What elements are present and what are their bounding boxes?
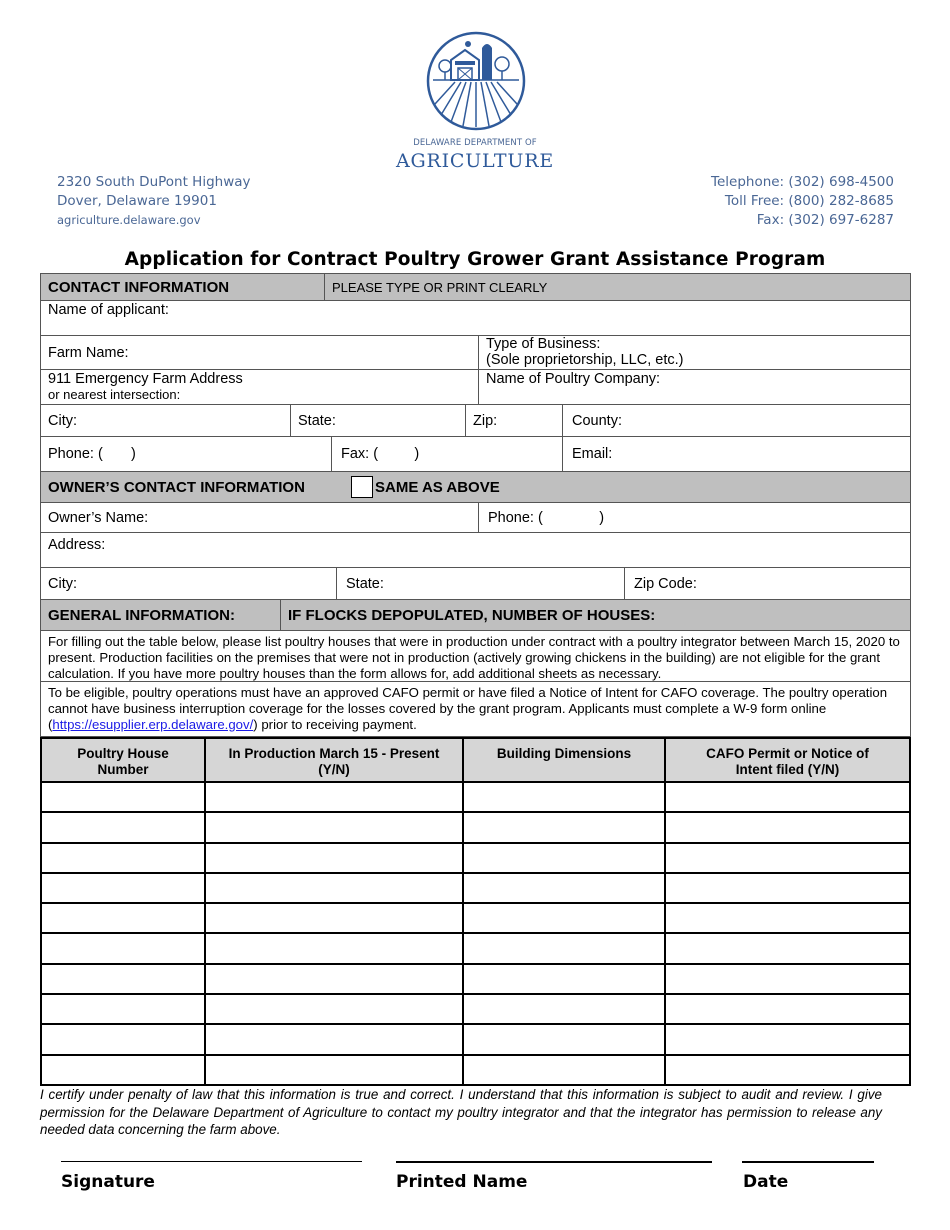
house-number-cell[interactable]	[41, 812, 205, 842]
col-cafo-permit: CAFO Permit or Notice of Intent filed (Y/N)	[665, 738, 910, 782]
building-dimensions-cell[interactable]	[463, 812, 665, 842]
cafo-permit-cell[interactable]	[665, 782, 910, 812]
address-line-2: Dover, Delaware 19901	[57, 193, 217, 209]
building-dimensions-cell[interactable]	[463, 933, 665, 963]
eligibility-text-end: ) prior to receiving payment.	[253, 717, 417, 732]
business-type-label: Type of Business:	[486, 336, 601, 352]
house-number-cell[interactable]	[41, 843, 205, 873]
table-row	[41, 994, 910, 1024]
in-production-cell[interactable]	[205, 994, 463, 1024]
building-dimensions-cell[interactable]	[463, 1055, 665, 1085]
owner-city-field[interactable]: City:	[48, 575, 77, 592]
cafo-permit-cell[interactable]	[665, 933, 910, 963]
cafo-permit-cell[interactable]	[665, 1024, 910, 1054]
agency-website[interactable]: agriculture.delaware.gov	[57, 213, 201, 227]
printed-name-label: Printed Name	[396, 1172, 528, 1192]
table-row	[41, 964, 910, 994]
building-dimensions-cell[interactable]	[463, 964, 665, 994]
building-dimensions-cell[interactable]	[463, 843, 665, 873]
farm-address-label: 911 Emergency Farm Address	[48, 371, 243, 387]
farm-address-hint: or nearest intersection:	[48, 387, 181, 402]
col-building-dimensions: Building Dimensions	[463, 738, 665, 782]
printed-name-line[interactable]	[396, 1161, 712, 1163]
house-number-cell[interactable]	[41, 873, 205, 903]
house-number-cell[interactable]	[41, 903, 205, 933]
in-production-cell[interactable]	[205, 1024, 463, 1054]
table-header-row	[41, 738, 910, 782]
dept-line: DELAWARE DEPARTMENT OF	[413, 138, 537, 148]
in-production-cell[interactable]	[205, 873, 463, 903]
fax-field[interactable]: Fax: ( )	[331, 437, 562, 471]
owner-header: OWNER’S CONTACT INFORMATION	[48, 478, 305, 496]
address-line-1: 2320 South DuPont Highway	[57, 174, 251, 190]
building-dimensions-cell[interactable]	[463, 994, 665, 1024]
owner-zip-field[interactable]: Zip Code:	[624, 568, 910, 599]
in-production-cell[interactable]	[205, 933, 463, 963]
form-title: Application for Contract Poultry Grower Grant Assistance Program	[124, 249, 826, 270]
in-production-cell[interactable]	[205, 812, 463, 842]
toll-free: Toll Free: (800) 282-8685	[724, 193, 894, 209]
house-number-cell[interactable]	[41, 964, 205, 994]
owner-address-row[interactable]	[40, 533, 911, 568]
contact-header: CONTACT INFORMATION	[48, 278, 230, 296]
table-row	[41, 843, 910, 873]
flocks-houses-field[interactable]: IF FLOCKS DEPOPULATED, NUMBER OF HOUSES:	[280, 600, 910, 630]
agency-name: AGRICULTURE	[396, 150, 554, 172]
same-as-above-checkbox[interactable]	[351, 476, 373, 498]
farm-name-field[interactable]: Farm Name:	[48, 344, 129, 361]
phone-field[interactable]: Phone: ( )	[48, 446, 136, 462]
print-clearly-note: PLEASE TYPE OR PRINT CLEARLY	[324, 274, 910, 300]
fax-number: Fax: (302) 697-6287	[756, 212, 894, 228]
cafo-permit-cell[interactable]	[665, 873, 910, 903]
house-number-cell[interactable]	[41, 994, 205, 1024]
table-row	[41, 812, 910, 842]
table-row	[41, 1055, 910, 1085]
same-as-above-label: SAME AS ABOVE	[375, 478, 500, 496]
owner-address-field[interactable]: Address:	[48, 537, 106, 553]
in-production-cell[interactable]	[205, 903, 463, 933]
poultry-company-field[interactable]: Name of Poultry Company:	[478, 370, 910, 404]
city-field[interactable]: City:	[48, 412, 77, 429]
house-number-cell[interactable]	[41, 782, 205, 812]
general-header-row	[40, 600, 911, 631]
agency-address	[57, 173, 251, 230]
owner-header-row	[40, 472, 911, 503]
agriculture-seal-logo	[425, 30, 527, 132]
phone-row	[40, 437, 911, 472]
owner-name-field[interactable]: Owner’s Name:	[48, 509, 149, 526]
building-dimensions-cell[interactable]	[463, 873, 665, 903]
telephone: Telephone: (302) 698-4500	[711, 174, 894, 190]
state-field[interactable]: State:	[290, 405, 465, 436]
applicant-name-field[interactable]: Name of applicant:	[48, 302, 169, 318]
owner-phone-field[interactable]: Phone: ( )	[478, 503, 910, 532]
zip-field[interactable]: Zip:	[465, 405, 562, 436]
signature-label: Signature	[61, 1172, 155, 1192]
table-row	[41, 933, 910, 963]
cafo-permit-cell[interactable]	[665, 994, 910, 1024]
applicant-name-row[interactable]	[40, 301, 911, 336]
contact-header-row	[40, 273, 911, 301]
eligibility-paragraph	[40, 682, 911, 737]
farm-row	[40, 336, 911, 370]
general-header: GENERAL INFORMATION:	[48, 606, 235, 624]
building-dimensions-cell[interactable]	[463, 903, 665, 933]
owner-state-field[interactable]: State:	[336, 568, 624, 599]
house-number-cell[interactable]	[41, 1055, 205, 1085]
cafo-permit-cell[interactable]	[665, 1055, 910, 1085]
table-row	[41, 903, 910, 933]
instructions-paragraph: For filling out the table below, please list poultry houses that were in production under contract with a poultry integrator between March 15, 2020 to present. Production facilities on the premises that were not in production (actively growing chickens in the building) are not eligible for the grant calculation. If you have more poultry houses than the form allows for, add additional sheets as necessary.	[40, 631, 911, 682]
signature-line[interactable]	[61, 1161, 362, 1162]
owner-name-row	[40, 503, 911, 533]
table-row	[41, 873, 910, 903]
city-row	[40, 405, 911, 437]
farm-address-field[interactable]	[41, 370, 478, 404]
cafo-permit-cell[interactable]	[665, 812, 910, 842]
farm-address-row	[40, 370, 911, 405]
cafo-permit-cell[interactable]	[665, 964, 910, 994]
business-type-hint: (Sole proprietorship, LLC, etc.)	[486, 352, 684, 368]
email-field[interactable]: Email:	[562, 437, 910, 471]
eligibility-text: To be eligible, poultry operations must have an approved CAFO permit or have filed a Notice of Intent for CAFO coverage. The poultry operation cannot have business interruption coverage for the losses covered by the grant program. Applicants must complete a W-9 form online (	[48, 685, 888, 732]
cafo-permit-cell[interactable]	[665, 903, 910, 933]
in-production-cell[interactable]	[205, 843, 463, 873]
house-number-cell[interactable]	[41, 933, 205, 963]
esupplier-link[interactable]: https://esupplier.erp.delaware.gov/	[52, 717, 254, 732]
in-production-cell[interactable]	[205, 782, 463, 812]
agency-phones	[711, 173, 894, 230]
col-house-number: Poultry House Number	[41, 738, 205, 782]
date-label: Date	[743, 1172, 789, 1192]
in-production-cell[interactable]	[205, 964, 463, 994]
table-row	[41, 1024, 910, 1054]
business-type-field[interactable]	[478, 336, 910, 369]
building-dimensions-cell[interactable]	[463, 782, 665, 812]
col-in-production: In Production March 15 - Present (Y/N)	[205, 738, 463, 782]
poultry-house-table	[40, 737, 911, 1086]
certification-statement: I certify under penalty of law that this information is true and correct. I understand that this information is subject to audit and review. I give permission for the Delaware Department of Agriculture to contact my poultry integrator and that the integrator has permission to release any needed data concerning the farm above.	[40, 1087, 882, 1137]
table-row	[41, 782, 910, 812]
building-dimensions-cell[interactable]	[463, 1024, 665, 1054]
date-line[interactable]	[742, 1161, 874, 1163]
table-body	[41, 782, 910, 1085]
county-field[interactable]: County:	[562, 405, 910, 436]
owner-city-row	[40, 568, 911, 600]
house-number-cell[interactable]	[41, 1024, 205, 1054]
in-production-cell[interactable]	[205, 1055, 463, 1085]
cafo-permit-cell[interactable]	[665, 843, 910, 873]
same-as-above[interactable]	[347, 472, 910, 502]
